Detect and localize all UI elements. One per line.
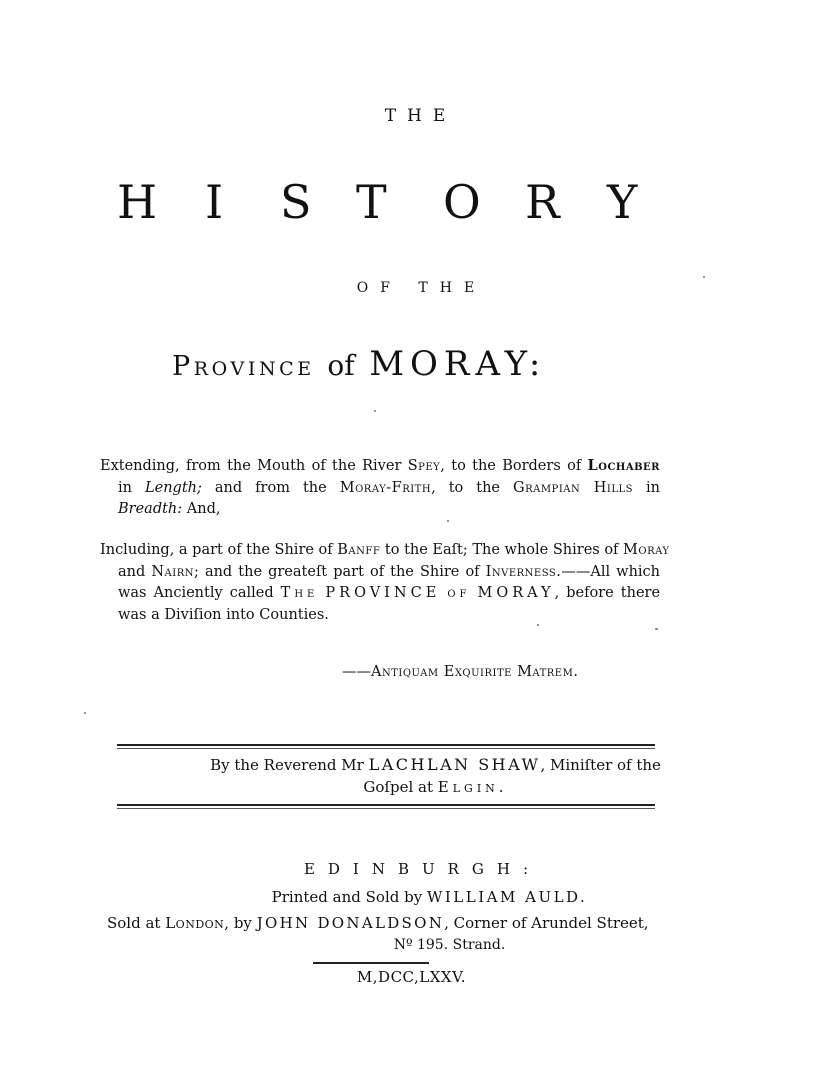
text-run: was Anciently called bbox=[118, 585, 281, 601]
text-run: , Corner of Arundel Street, bbox=[444, 914, 649, 932]
byline-line-1 bbox=[26, 754, 819, 776]
motto bbox=[342, 664, 578, 680]
seller-name: JOHN DONALDSON bbox=[256, 914, 445, 932]
text-run: , by bbox=[224, 914, 257, 932]
divider-rule-bottom bbox=[117, 804, 655, 806]
text-run: in bbox=[633, 479, 661, 496]
word-breadth: Breadth: bbox=[118, 501, 183, 517]
text-run: By the Reverend Mr bbox=[210, 756, 369, 774]
place-banff: Banff bbox=[337, 542, 381, 558]
history-letter: O bbox=[443, 175, 481, 229]
title-province-line bbox=[172, 344, 546, 384]
text-run: , before there bbox=[554, 585, 661, 601]
text-run: , Miniſter of the bbox=[540, 756, 661, 774]
place-moray: Moray bbox=[623, 542, 670, 558]
word-the: The bbox=[280, 585, 319, 601]
history-letter: R bbox=[525, 175, 560, 229]
paper-speck bbox=[374, 410, 376, 412]
text-run: Including, a part of the Shire of bbox=[100, 542, 338, 558]
title-of-the: OF THE bbox=[356, 280, 487, 296]
text-run: in bbox=[118, 479, 145, 496]
place-spey: Spey bbox=[407, 458, 441, 474]
divider-rule-bottom-thin bbox=[117, 808, 655, 809]
word-length: Length; bbox=[145, 479, 202, 496]
paragraph-line bbox=[100, 499, 660, 521]
divider-rule-top-thin bbox=[117, 748, 655, 749]
place-lochaber: Lochaber bbox=[587, 457, 660, 474]
history-letter: T bbox=[356, 175, 387, 229]
imprint-city: EDINBURGH: bbox=[303, 860, 542, 878]
byline-line-2 bbox=[26, 776, 819, 798]
date-rule bbox=[313, 962, 429, 964]
divider-rule-top bbox=[117, 744, 655, 746]
title-history bbox=[117, 172, 637, 232]
imprint-date: M,DCC,LXXV. bbox=[356, 968, 467, 986]
imprint-seller bbox=[107, 914, 649, 932]
history-letter: S bbox=[280, 175, 312, 229]
place-elgin: Elgin. bbox=[437, 778, 508, 796]
word-province: PROVINCE bbox=[325, 585, 441, 601]
printer-name: WILLIAM AULD. bbox=[426, 888, 588, 906]
author-name: LACHLAN SHAW bbox=[368, 755, 541, 774]
title-the: THE bbox=[384, 106, 457, 126]
motto-dash: —— bbox=[342, 664, 371, 680]
paragraph-line bbox=[100, 478, 660, 500]
text-run: Printed and Sold by bbox=[271, 888, 427, 906]
history-letter: I bbox=[205, 175, 224, 229]
place-inverness: Inverness. bbox=[485, 563, 562, 580]
place-london: London bbox=[165, 914, 225, 932]
text-run: ; and the greateſt part of the Shire of bbox=[193, 563, 486, 580]
history-letter: Y bbox=[607, 175, 638, 229]
text-run: And, bbox=[182, 501, 221, 517]
motto-text: Antiquam Exquirite Matrem. bbox=[371, 664, 579, 680]
paragraph-line bbox=[100, 455, 660, 478]
paper-speck bbox=[84, 712, 86, 714]
province-of: of bbox=[327, 349, 355, 382]
text-run: and from the bbox=[201, 479, 340, 496]
province-name: MORAY: bbox=[369, 344, 547, 384]
text-run: Extending, from the Mouth of the River bbox=[100, 458, 408, 474]
text-run: Sold at bbox=[107, 914, 166, 932]
place-moray-frith: Moray-Frith bbox=[339, 479, 432, 496]
paragraph-line bbox=[100, 562, 660, 584]
text-run: Goſpel at bbox=[363, 778, 438, 796]
text-run: and bbox=[118, 563, 152, 580]
paper-speck bbox=[655, 628, 658, 630]
province-word: Province bbox=[172, 351, 315, 382]
paragraph-line bbox=[100, 583, 660, 605]
text-run: to the Eaſt; The whole Shires of bbox=[380, 542, 624, 558]
text-run: , to the Borders of bbox=[440, 458, 588, 474]
text-run: , to the bbox=[431, 479, 514, 496]
word-moray: MORAY bbox=[477, 585, 555, 601]
text-run: ——All which bbox=[561, 563, 661, 580]
paper-speck bbox=[447, 520, 449, 522]
paper-speck bbox=[537, 624, 539, 626]
word-of: of bbox=[447, 585, 471, 601]
place-nairn: Nairn bbox=[151, 563, 194, 580]
paragraph-line: was a Diviſion into Counties. bbox=[118, 606, 329, 623]
history-letter: H bbox=[117, 175, 158, 229]
description-paragraph-1 bbox=[100, 455, 660, 521]
author-byline bbox=[0, 754, 819, 798]
imprint-printer bbox=[0, 888, 819, 906]
place-grampian-hills: Grampian Hills bbox=[513, 479, 634, 496]
description-paragraph-2 bbox=[100, 540, 670, 626]
paper-speck bbox=[703, 276, 705, 278]
paragraph-line bbox=[100, 540, 670, 562]
imprint-address: Nº 195. Strand. bbox=[393, 937, 506, 953]
